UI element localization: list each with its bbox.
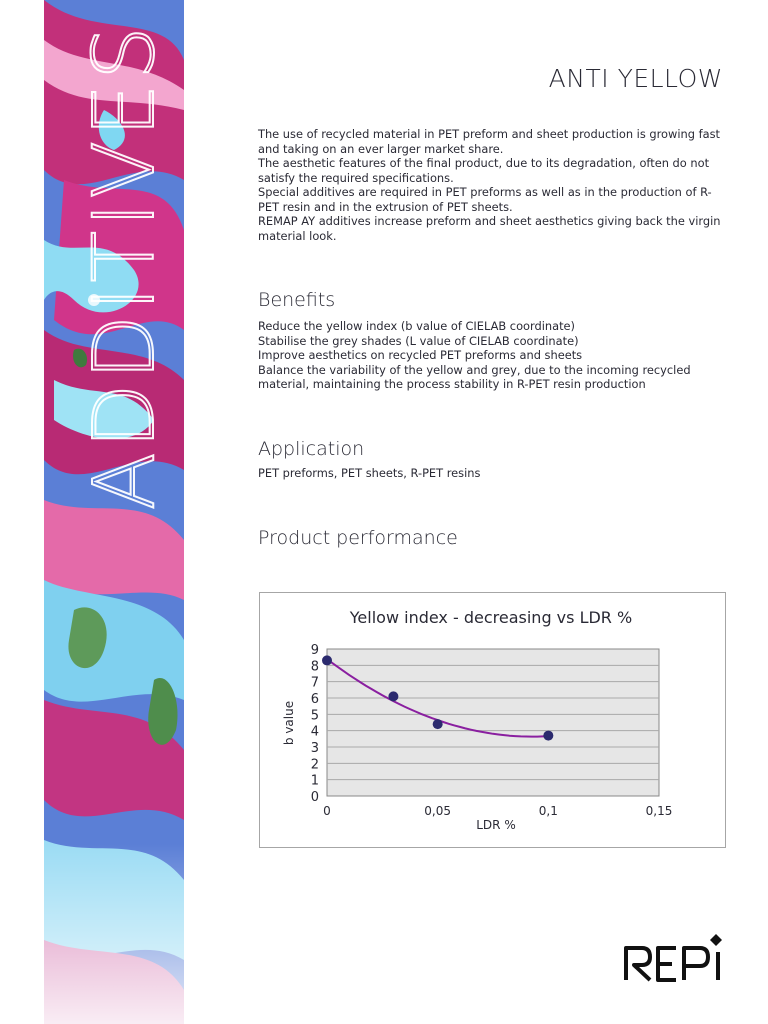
page-title: ANTI YELLOW [548,64,723,93]
intro-paragraph: The aesthetic features of the final product, due to its degradation, often do not satisfy the required specifications. [258,156,710,185]
data-point [322,655,332,665]
logo-mark [620,930,730,984]
y-tick-label: 5 [310,708,319,724]
x-tick-label: 0,05 [424,804,452,818]
benefit-item: Reduce the yellow index (b value of CIELAB coordinate) [258,319,576,333]
application-heading: Application [258,438,365,460]
x-tick-labels [323,804,672,818]
marbled-banner [44,0,184,1024]
benefit-item: Improve aesthetics on recycled PET preforms and sheets [258,348,583,362]
application-text: PET preforms, PET sheets, R-PET resins [258,466,481,480]
y-tick-label: 2 [310,757,319,773]
repi-logo [620,930,730,988]
benefits-list [258,319,728,392]
benefits-heading: Benefits [258,289,336,311]
y-tick-labels [311,643,319,805]
x-axis-label: LDR % [476,818,516,832]
intro-paragraph: Special additives are required in PET preforms as well as in the production of R-PET resin and in the extrusion of PET sheets. [258,185,712,214]
x-tick-label: 0,1 [538,804,558,818]
y-tick-label: 4 [310,724,319,740]
benefit-item: Stabilise the grey shades (L value of CIELAB coordinate) [258,333,579,348]
data-point [543,731,553,741]
performance-chart [259,592,726,848]
banner-word: ADDITIVES [75,22,173,510]
y-tick-label: 0 [310,790,319,805]
plot-area [327,649,659,796]
data-point [388,691,398,701]
y-tick-label: 9 [310,643,319,658]
performance-heading: Product performance [258,527,458,549]
data-point [433,719,443,729]
y-axis-label: b value [282,700,296,746]
chart-title: Yellow index - decreasing vs LDR % [349,608,633,627]
x-tick-label: 0,15 [645,804,673,818]
y-tick-label: 1 [310,773,319,789]
intro-paragraph: REMAP AY additives increase preform and sheet aesthetics giving back the virgin material look. [258,214,721,243]
intro-paragraph: The use of recycled material in PET preform and sheet production is growing fast and taking on an ever larger market share. [258,127,720,156]
y-tick-label: 6 [310,692,319,707]
chart-svg [260,593,725,847]
y-tick-label: 7 [310,675,319,691]
benefit-item: Balance the variability of the yellow and grey, due to the incoming recycled material, maintaining the process stability in R-PET resin production [258,362,691,391]
banner-fade [44,844,184,1024]
y-tick-label: 8 [310,659,319,675]
y-tick-label: 3 [310,741,319,756]
x-tick-label: 0 [323,804,331,818]
intro-text [258,127,728,243]
